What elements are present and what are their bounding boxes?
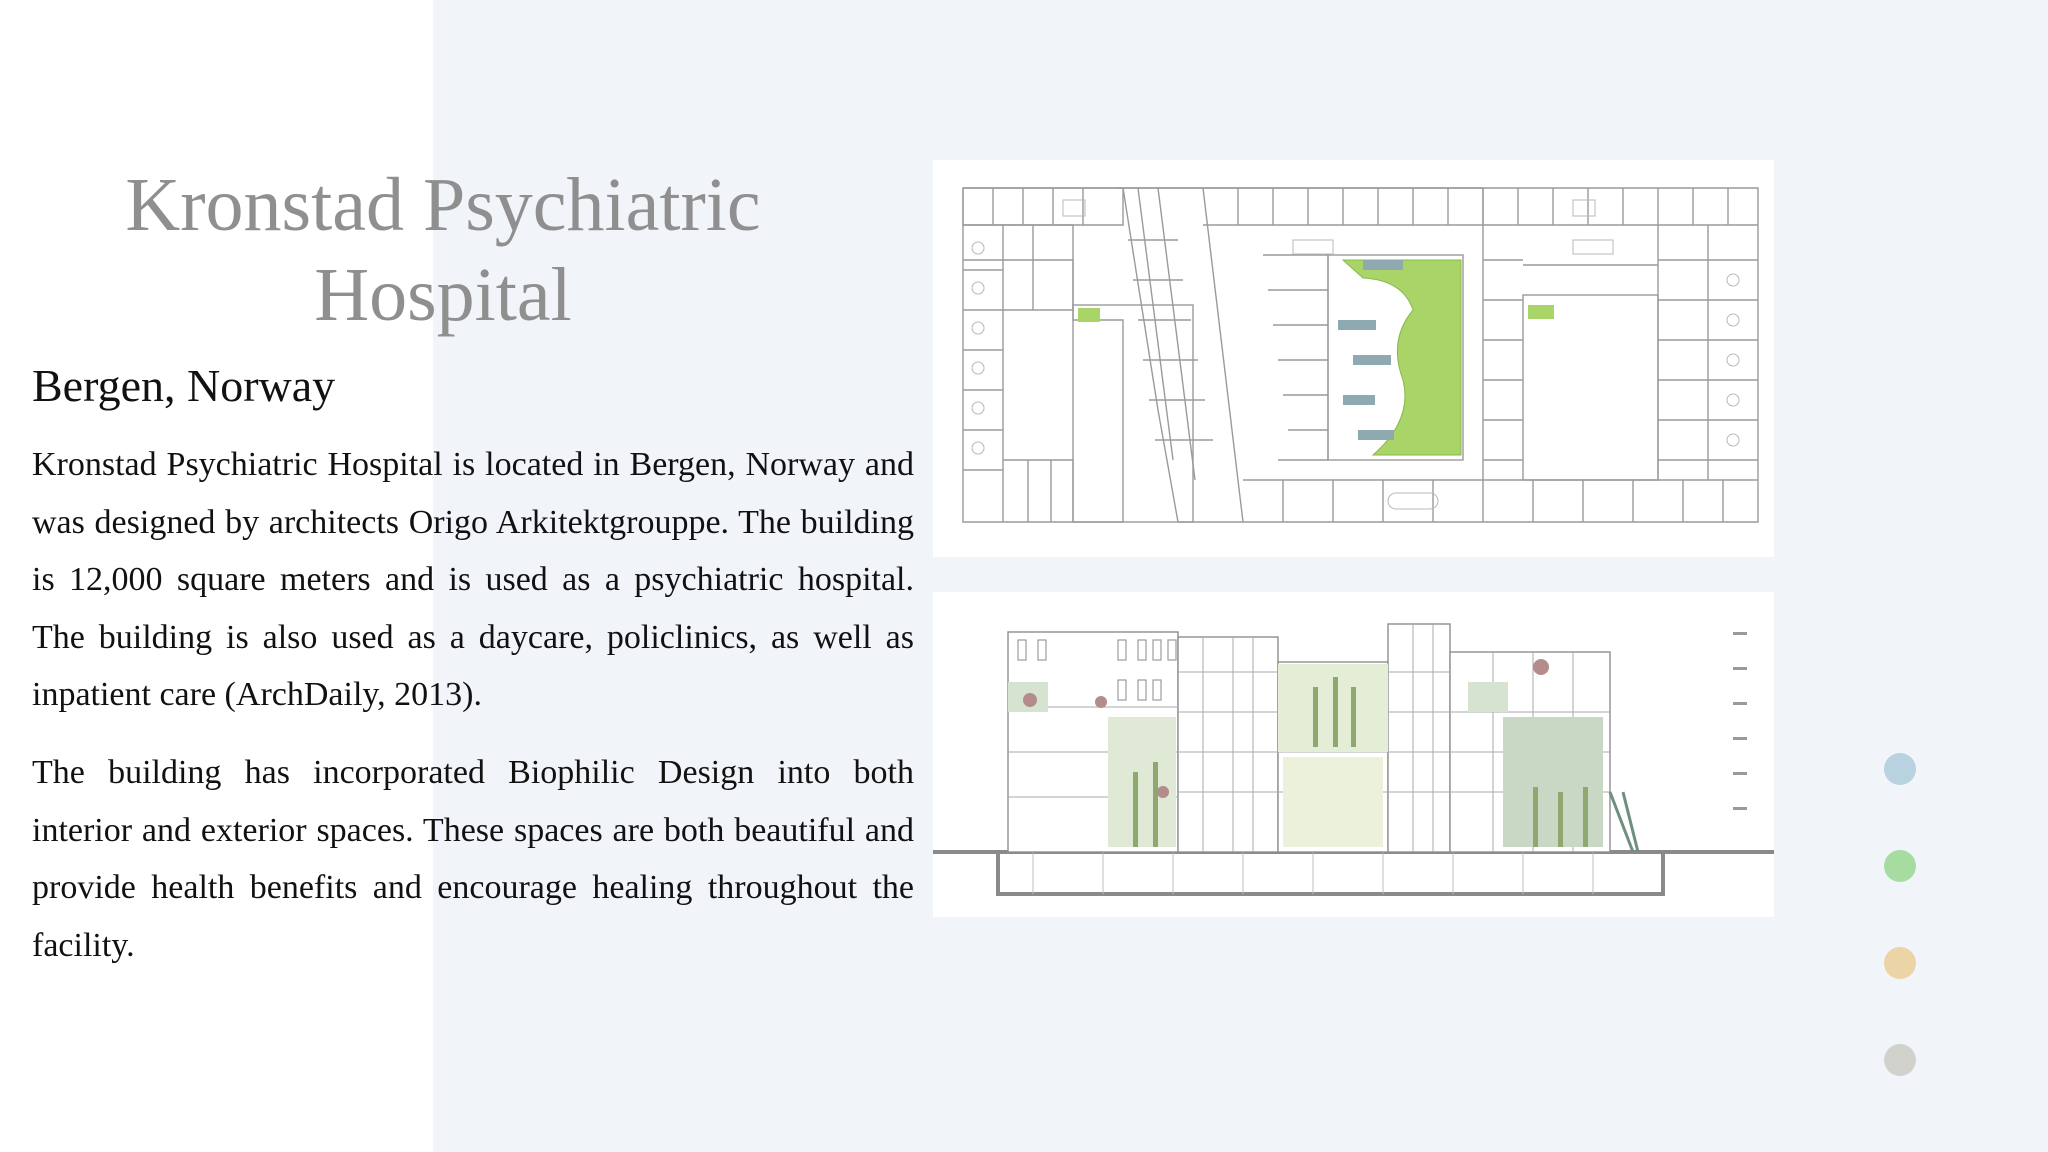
section-elevation-drawing bbox=[933, 592, 1774, 917]
description-paragraph-2: The building has incorporated Biophilic Design into both interior and exterior spaces. These spaces are both beautiful and provide health benefits and encourage healing throughout the facility. bbox=[32, 754, 914, 964]
decorative-dot-blue bbox=[1884, 753, 1916, 785]
floor-plan-drawing bbox=[933, 160, 1774, 557]
location-subtitle: Bergen, Norway bbox=[32, 360, 336, 411]
floor-plan-image bbox=[933, 160, 1774, 557]
decorative-dot-tan bbox=[1884, 947, 1916, 979]
title-line-1: Kronstad Psychiatric bbox=[125, 163, 761, 247]
description-paragraph-1: Kronstad Psychiatric Hospital is located in Bergen, Norway and was designed by architects Origo Arkitektgrouppe. The building is 12,000 square meters and is used as a psychiatric hospital. The building is also used as a daycare, policlinics, as well as inpatient care (ArchDaily, 2013). bbox=[32, 446, 914, 713]
section-elevation-image bbox=[933, 592, 1774, 917]
decorative-dot-green bbox=[1884, 850, 1916, 882]
decorative-dot-gray bbox=[1884, 1044, 1916, 1076]
title-line-2: Hospital bbox=[314, 253, 572, 337]
page-title bbox=[30, 160, 856, 340]
